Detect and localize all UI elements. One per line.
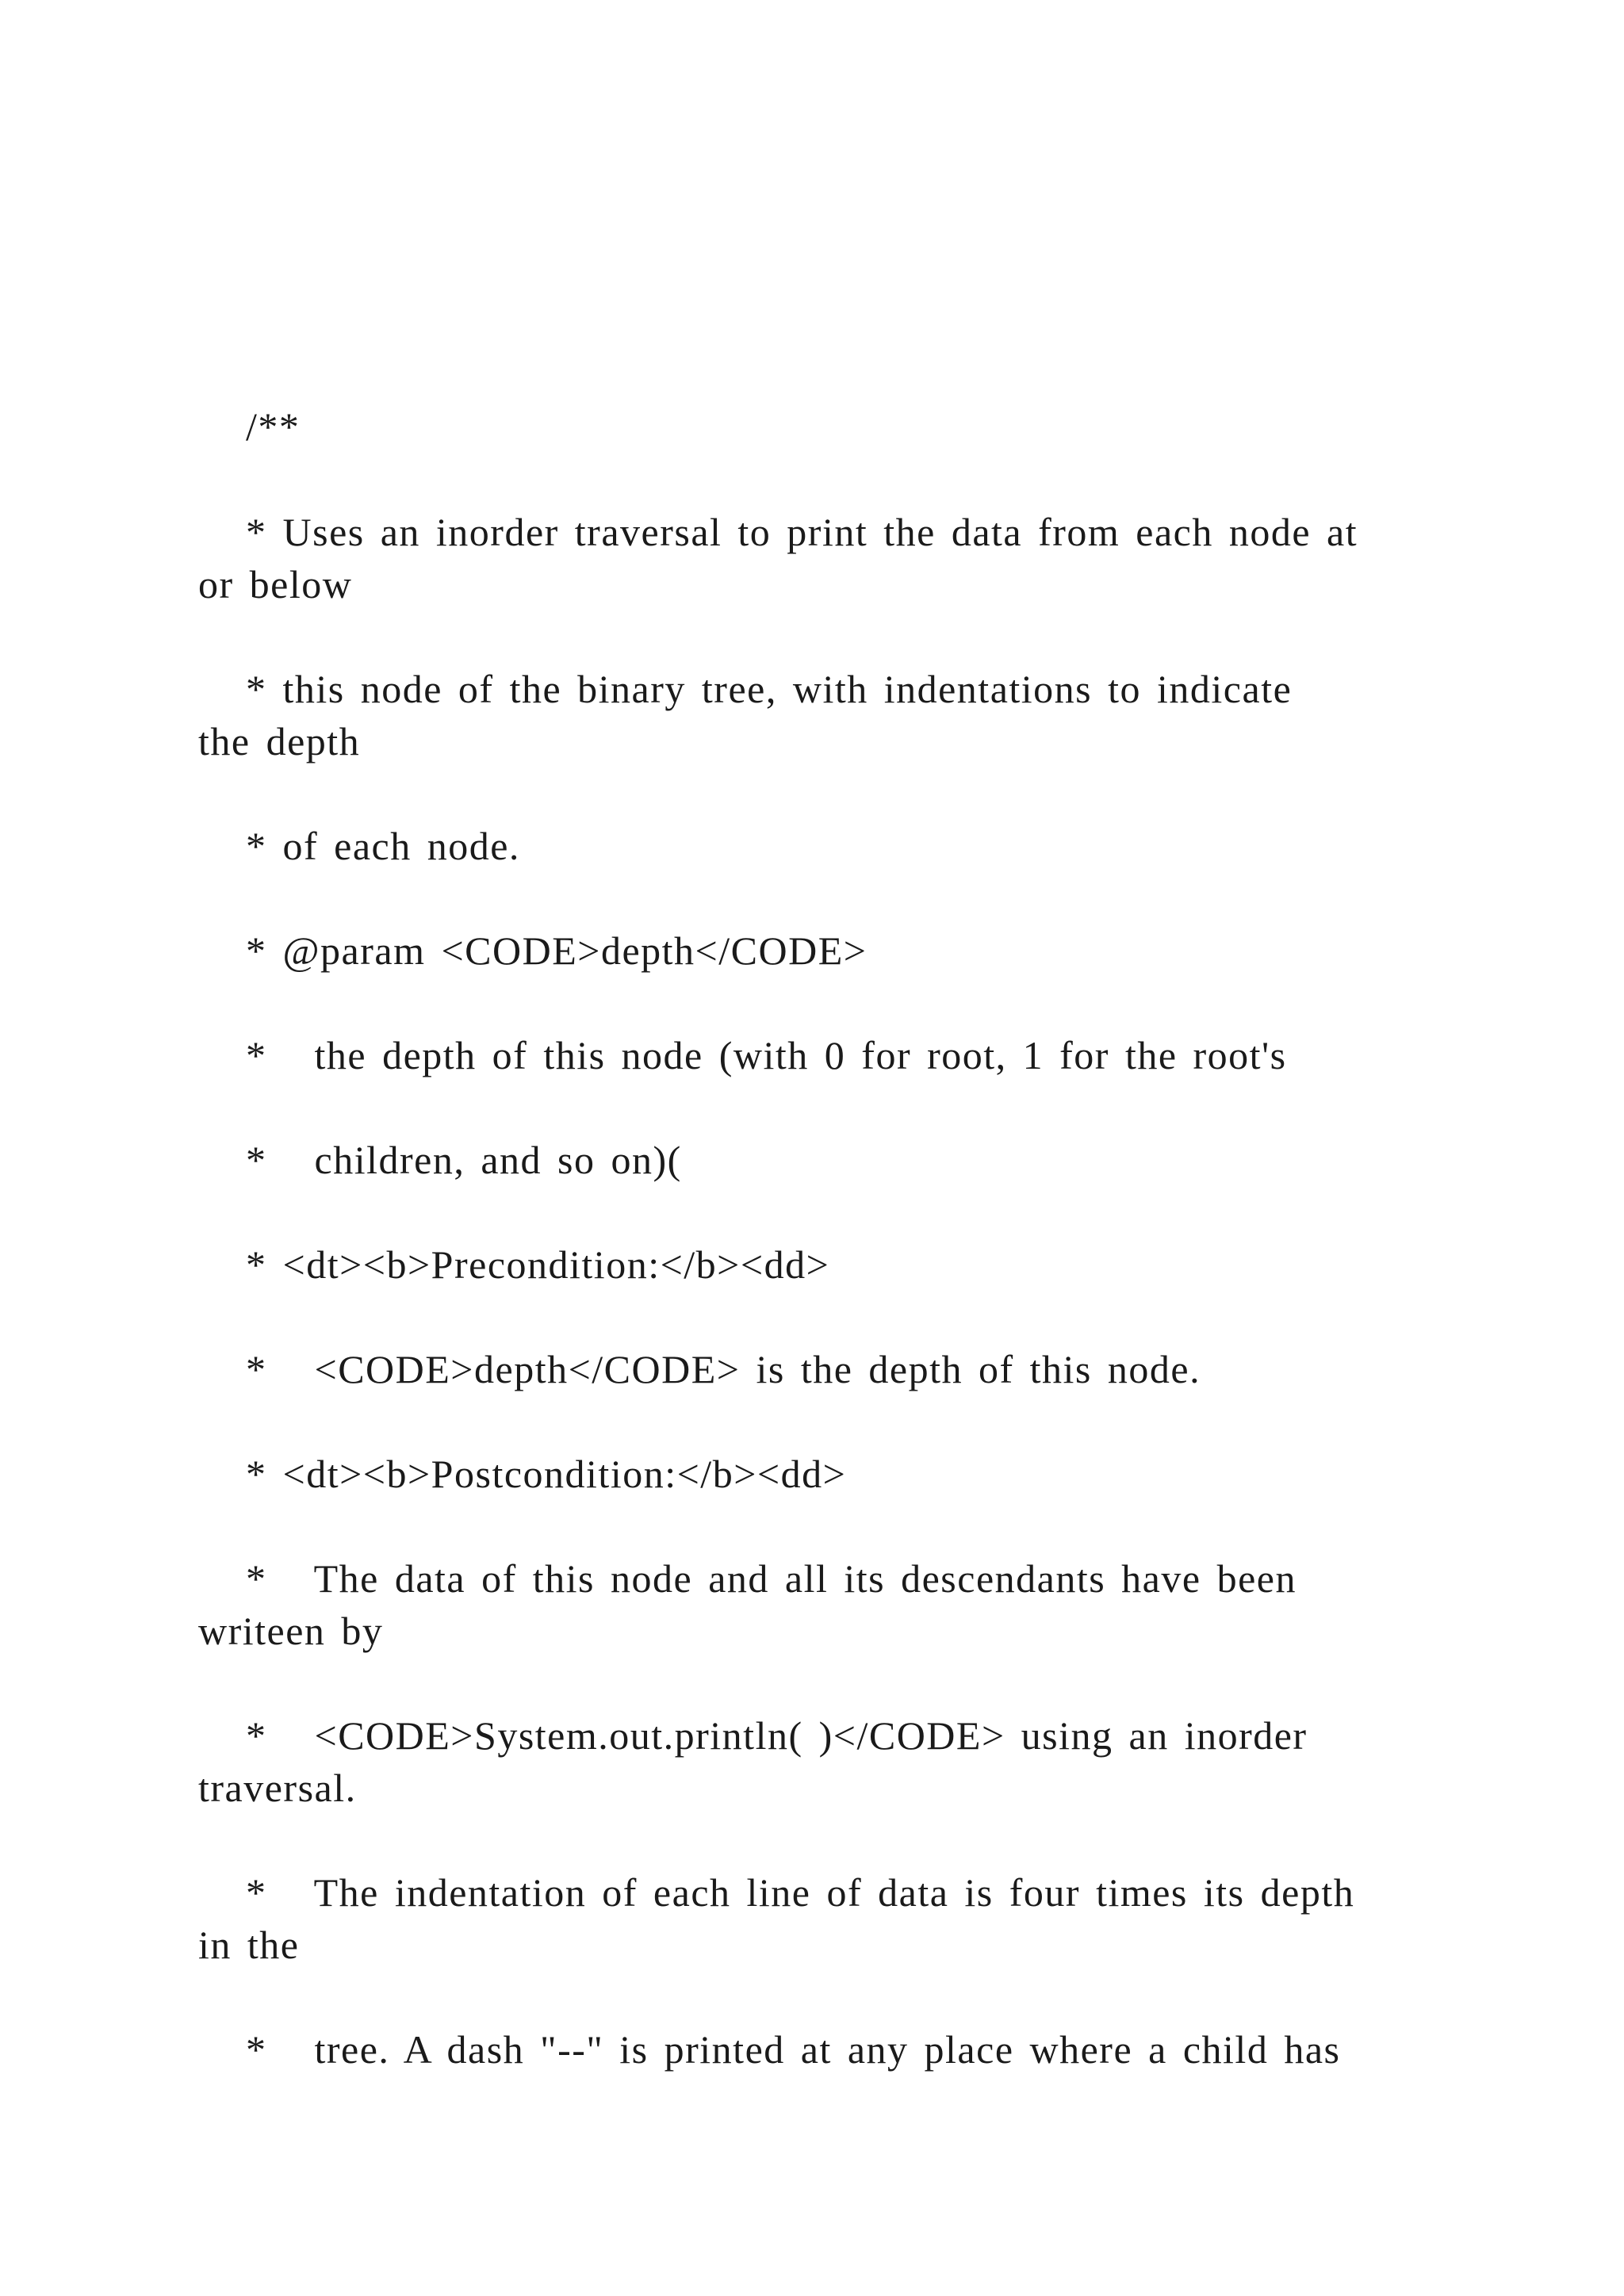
comment-line-children: * children, and so on)(	[198, 1138, 682, 1182]
comment-line-indentation: * The indentation of each line of data is four times its depth in the	[198, 1870, 1355, 1967]
comment-open: /**	[198, 404, 301, 449]
comment-line-this-node: * this node of the binary tree, with indentations to indicate the depth	[198, 667, 1293, 763]
comment-line-depth-is: * <CODE>depth</CODE> is the depth of this node.	[198, 1347, 1201, 1391]
comment-line-precondition: * <dt><b>Precondition:</b><dd>	[198, 1242, 830, 1287]
comment-line-dash: * tree. A dash "--" is printed at any place where a child has	[198, 2027, 1341, 2072]
comment-line-param-depth: * @param <CODE>depth</CODE>	[198, 928, 868, 973]
comment-line-depth-desc: * the depth of this node (with 0 for root, 1 for the root's	[198, 1033, 1287, 1077]
comment-line-data-written: * The data of this node and all its descendants have been writeen by	[198, 1556, 1297, 1653]
comment-line-uses-inorder: * Uses an inorder traversal to print the data from each node at or below	[198, 510, 1358, 607]
comment-line-postcondition: * <dt><b>Postcondition:</b><dd>	[198, 1452, 847, 1496]
comment-line-of-each-node: * of each node.	[198, 824, 520, 868]
comment-line-println: * <CODE>System.out.println( )</CODE> using an inorder traversal.	[198, 1713, 1308, 1810]
